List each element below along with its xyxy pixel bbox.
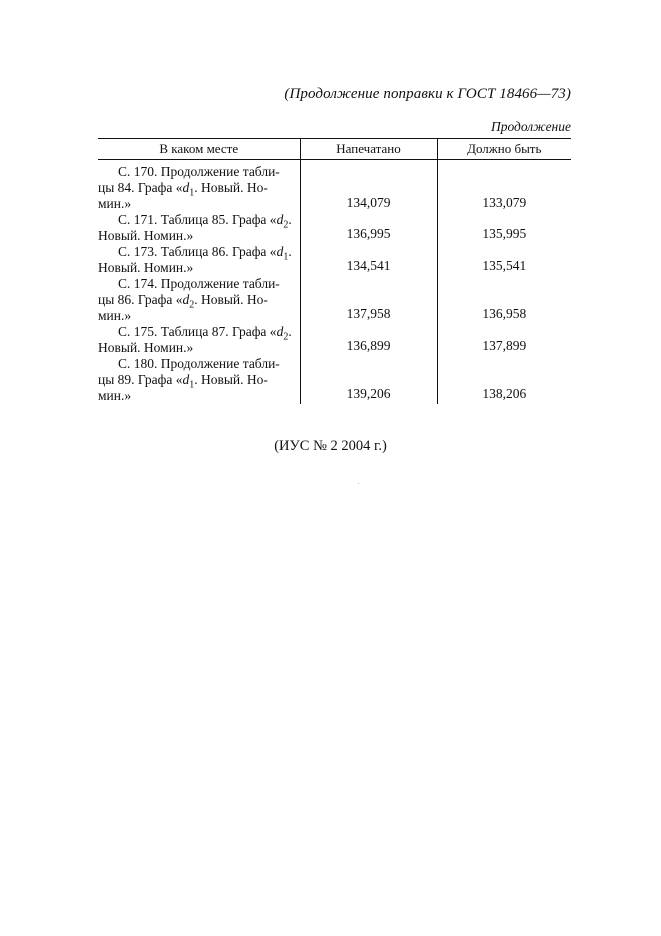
place-line: Новый. Номин.» [98,260,194,275]
place-line: цы 86. Графа «$d_2$. Новый. Но- [98,292,268,311]
cell-printed: 137,958 [300,276,437,324]
scan-speck [358,483,359,484]
place-line: С. 173. Таблица 86. Графа «$d_1$. [118,244,292,263]
place-line: С. 175. Таблица 87. Графа «$d_2$. [118,324,292,343]
column-header-correct: Должно быть [437,139,571,160]
place-line: цы 84. Графа «$d_1$. Новый. Но- [98,180,268,199]
cell-correct: 135,541 [482,258,527,273]
table-row [98,324,571,356]
table-row [98,212,571,244]
cell-place [98,324,300,356]
cell-place [98,276,300,324]
place-line: Новый. Номин.» [98,228,194,243]
cell-printed: 136,899 [300,324,437,356]
cell-correct: 133,079 [482,195,527,210]
table-row [98,244,571,276]
corrections-table [98,138,571,404]
place-line: цы 89. Графа «$d_1$. Новый. Но- [98,372,268,391]
cell-correct: 138,206 [482,386,527,401]
table-row [98,276,571,324]
place-line: Новый. Номин.» [98,340,194,355]
corrections-table-container [98,138,571,404]
cell-printed: 134,541 [300,244,437,276]
cell-printed: 139,206 [300,356,437,404]
place-line: С. 170. Продолжение табли- [118,164,280,179]
column-header-place: В каком месте [98,139,300,160]
cell-place [98,212,300,244]
cell-correct: 135,995 [482,226,527,241]
table-header-row [98,139,571,160]
place-line: мин.» [98,308,132,323]
column-header-printed: Напечатано [300,139,437,160]
place-line: С. 180. Продолжение табли- [118,356,280,371]
table-row [98,356,571,404]
cell-place [98,244,300,276]
cell-correct: 136,958 [482,306,527,321]
table-row [98,160,571,213]
place-line: С. 174. Продолжение табли- [118,276,280,291]
cell-place [98,356,300,404]
publication-reference: (ИУС № 2 2004 г.) [274,438,387,454]
continuation-label: Продолжение [490,119,571,134]
amendment-header-note: (Продолжение поправки к ГОСТ 18466—73) [284,86,571,102]
cell-place [98,160,300,213]
cell-printed: 136,995 [300,212,437,244]
cell-correct: 137,899 [482,338,527,353]
place-line: С. 171. Таблица 85. Графа «$d_2$. [118,212,292,231]
cell-printed: 134,079 [300,160,437,213]
place-line: мин.» [98,196,132,211]
place-line: мин.» [98,388,132,403]
